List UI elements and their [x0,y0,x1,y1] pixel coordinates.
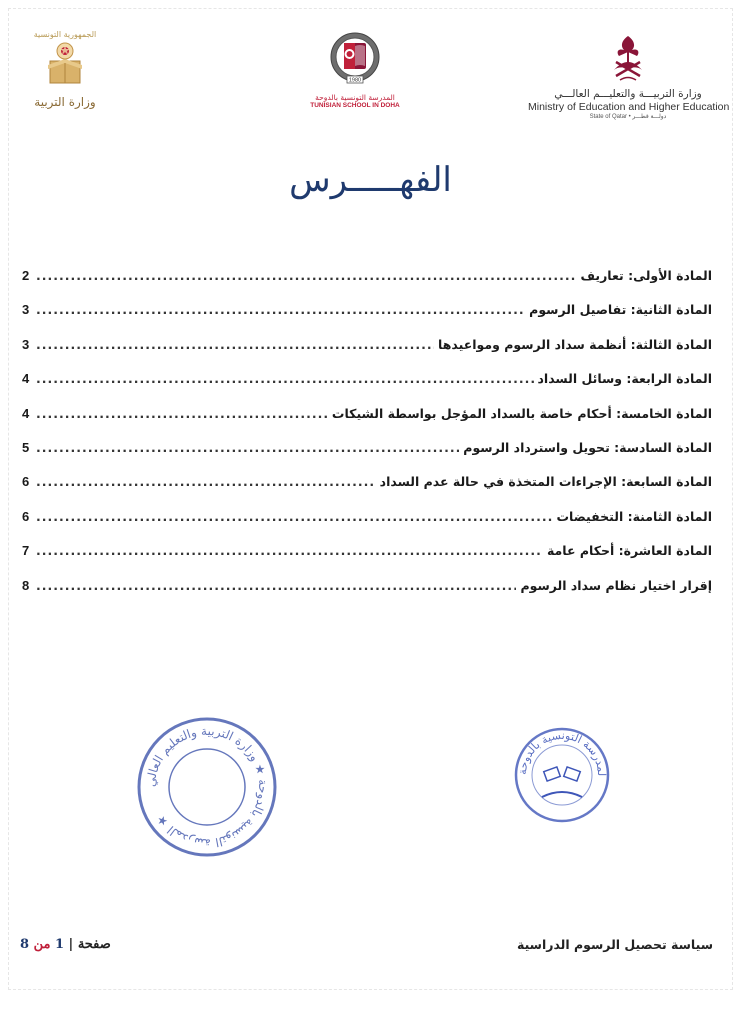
toc-leader-dots [36,578,516,593]
table-of-contents [22,268,712,612]
school-founding-year: 1980 [348,77,362,84]
of-word: من [33,937,51,952]
toc-entry-page: 6 [22,474,30,490]
ministry-emblem-icon [608,32,648,82]
toc-entry-page: 7 [22,543,30,559]
toc-entry-label: المادة الرابعة: وسائل السداد [537,371,712,387]
total-pages: 8 [20,937,30,952]
toc-entry-page: 4 [22,405,30,421]
toc-entry[interactable] [22,268,712,302]
ministry-name-ar: وزارة التربيـــة والتعليـــم العالـــي [554,88,702,100]
page-title: الفهـــــرس [289,160,452,200]
stamp-arc-text: لمدرسة التونسية بالدوحة [515,728,609,777]
toc-entry-page: 5 [22,439,30,455]
toc-entry[interactable] [22,578,712,612]
toc-leader-dots [36,302,525,317]
toc-entry-page: 4 [22,371,30,387]
toc-entry-label: المادة الأولى: تعاريف [580,268,712,283]
toc-entry-label: المادة الثامنة: التخفيضات [556,508,712,524]
toc-entry[interactable] [22,302,712,336]
page-number [20,937,111,952]
ministry-state: State of Qatar • دولـــة قطـــر [589,114,667,120]
school-logo-stamp [512,725,612,825]
ministry-name-en: Ministry of Education and Higher Education [528,101,730,113]
toc-entry[interactable] [22,440,712,474]
svg-text:المدرسة التونسية بالدوحة ★ وزا [144,724,270,850]
school-logo [290,30,420,109]
toc-entry[interactable] [22,509,712,543]
toc-entry-page: 3 [22,336,30,352]
toc-leader-dots [36,509,552,524]
document-title: سياسة تحصيل الرسوم الدراسية [517,937,713,952]
toc-entry-page: 6 [22,508,30,524]
ministry-logo [528,32,728,120]
toc-entry-label: المادة الخامسة: أحكام خاصة بالسداد المؤجل بواسطة الشيكات [331,405,712,421]
toc-entry[interactable] [22,371,712,405]
toc-entry-page: 8 [22,577,30,593]
tunisia-ministry-text: وزارة التربية [34,95,96,109]
current-page: 1 [54,937,65,952]
page-word: صفحة [77,937,111,952]
toc-leader-dots [36,440,459,455]
toc-entry-label: إقرار اختيار نظام سداد الرسوم [520,577,712,593]
toc-leader-dots [36,371,534,386]
seal-ring-text: المدرسة التونسية بالدوحة ★ وزارة التربية والتعليم العالي ★ [143,723,271,851]
toc-leader-dots [36,543,543,558]
school-name-en: TUNISIAN SCHOOL IN DOHA [310,102,400,109]
school-seal-stamp [132,712,282,862]
school-crest-icon [329,30,381,88]
toc-entry[interactable] [22,474,712,508]
toc-entry-label: المادة السادسة: تحويل واسترداد الرسوم [463,439,712,455]
toc-leader-dots [36,474,376,489]
toc-entry-label: المادة السابعة: الإجراءات المتخذة في حالة عدم السداد [379,474,712,490]
toc-leader-dots [36,406,328,421]
tunisia-ministry-logo [20,30,110,109]
toc-entry-label: المادة الثالثة: أنظمة سداد الرسوم ومواعيدها [438,336,712,352]
toc-leader-dots [36,268,577,283]
book-emblem-icon [42,39,88,89]
toc-entry[interactable] [22,406,712,440]
svg-text:المدرسة التونسية بالدوحة [512,725,608,776]
toc-entry-page: 3 [22,302,30,318]
toc-entry[interactable] [22,337,712,371]
toc-leader-dots [36,337,434,352]
toc-entry-page: 2 [22,268,30,283]
page-separator: | [68,937,74,952]
tunisia-republic-text: الجمهورية التونسية [33,30,97,39]
toc-entry[interactable] [22,543,712,577]
toc-entry-label: المادة الثانية: تفاصيل الرسوم [529,302,712,318]
toc-entry-label: المادة العاشرة: أحكام عامة [546,543,712,559]
school-name-ar: المدرسة التونسية بالدوحة [315,93,395,102]
